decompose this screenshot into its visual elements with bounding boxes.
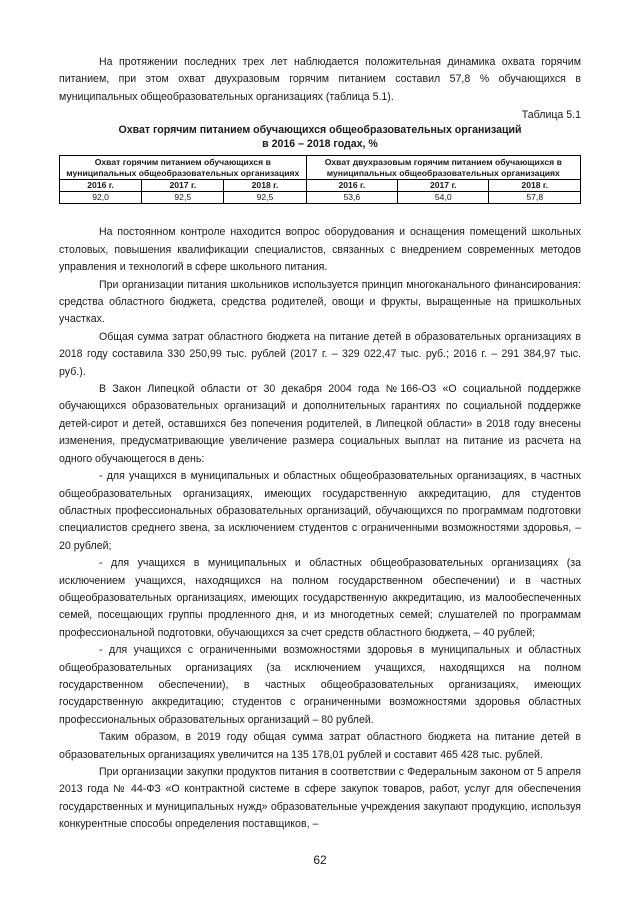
list-item-80-rubles: - для учащихся с ограниченными возможностями здоровья в муниципальных и областных общеобразовательных организациях (за исключением учащихся, находящихся на полном государственном обеспечении), в частных общеобразовательных организациях, имеющих государственную аккредитацию; студентов с ограниченными возможностями здоровья областных профессиональных образовательных организаций – 80 рублей.: [59, 644, 581, 726]
table-cell: 57,8: [489, 192, 581, 204]
paragraph-equipment: На постоянном контроле находится вопрос оборудования и оснащения помещений школьных столовых, повышения квалификации специалистов, связанных с внедрением современных методов управления и технологий в сфере школьного питания.: [59, 226, 581, 274]
paragraph-2019-costs: Таким образом, в 2019 году общая сумма затрат областного бюджета на питание детей в образовательных организациях увеличится на 135 178,01 рублей и составит 465 428 тыс. рублей.: [59, 731, 581, 761]
table-cell: 92,0: [60, 192, 142, 204]
table-year-header: 2018 г.: [489, 180, 581, 192]
document-page: [59, 0, 581, 834]
table-number: Таблица 5.1: [521, 109, 581, 122]
table-row: [60, 192, 581, 204]
table-title-line-2: в 2016 – 2018 годах, %: [262, 138, 378, 151]
table-group-header-row: [60, 156, 581, 180]
paragraph-financing: При организации питания школьников используется принцип многоканального финансирования: средства областного бюджета, средства родителей, овощи и фрукты, выращенные на пришкольных участках.: [59, 278, 581, 326]
paragraph-procurement: При организации закупки продуктов питания в соответствии с Федеральным законом от 5 апреля 2013 года № 44-ФЗ «О контрактной системе в сфере закупок товаров, работ, услуг для обеспечения государственных и муниципальных нужд» образовательные учреждения закупают продукцию, используя конкурентные способы определения поставщиков, –: [59, 766, 581, 831]
coverage-table: [59, 155, 581, 204]
table-cell: 92,5: [142, 192, 224, 204]
table-year-header: 2017 г.: [398, 180, 489, 192]
table-year-header: 2017 г.: [142, 180, 224, 192]
table-group-header-two-meals: Охват двухразовым горячим питанием обучающихся в муниципальных общеобразовательных организациях: [306, 156, 580, 180]
table-year-header: 2018 г.: [224, 180, 306, 192]
table-year-header: 2016 г.: [306, 180, 397, 192]
table-cell: 92,5: [224, 192, 306, 204]
paragraph-law: В Закон Липецкой области от 30 декабря 2004 года №166-ОЗ «О социальной поддержке обучающихся образовательных организаций и дополнительных гарантиях по социальной поддержке детей-сирот и детей, оставшихся без попечения родителей, в Липецкой области» в 2018 году внесены изменения, предусматривающие увеличение размера социальных выплат на питание из расчета на одного обучающегося в день:: [59, 383, 581, 465]
page-number: 62: [313, 853, 327, 867]
table-year-header-row: [60, 180, 581, 192]
intro-paragraph: На протяжении последних трех лет наблюдается положительная динамика охвата горячим питанием, при этом охват двухразовым горячим питанием составил 57,8 % обучающихся в муниципальных общеобразовательных организациях (таблица 5.1).: [59, 56, 581, 103]
table-year-header: 2016 г.: [60, 180, 142, 192]
table-group-header-hot-meals: Охват горячим питанием обучающихся в муниципальных общеобразовательных организациях: [60, 156, 307, 180]
table-cell: 54,0: [398, 192, 489, 204]
list-item-40-rubles: - для учащихся в муниципальных и областных общеобразовательных организациях (за исключением учащихся, находящихся на полном государственном обеспечении) и в частных общеобразовательных организациях, имеющих государственную аккредитацию, из малообеспеченных семей, посещающих группы продленного дня, и из многодетных семей; слушателей по программам профессиональной подготовки, обучающихся за счет средств областного бюджета, – 40 рублей;: [59, 557, 581, 639]
table-cell: 53,6: [306, 192, 397, 204]
list-item-20-rubles: - для учащихся в муниципальных и областных общеобразовательных организациях, в частных общеобразовательных организациях, имеющих государственную аккредитацию, для студентов областных профессиональных образовательных организаций, обучающихся по программам подготовки специалистов среднего звена, за исключением студентов с ограниченными возможностями здоровья, – 20 рублей;: [59, 470, 581, 552]
table-title-line-1: Охват горячим питанием обучающихся общеобразовательных организаций: [118, 124, 522, 137]
paragraph-budget-total: Общая сумма затрат областного бюджета на питание детей в образовательных организациях в 2018 году составила 330 250,99 тыс. рублей (2017 г. – 329 022,47 тыс. руб.; 2016 г. – 291 384,97 тыс. руб.).: [59, 330, 581, 378]
